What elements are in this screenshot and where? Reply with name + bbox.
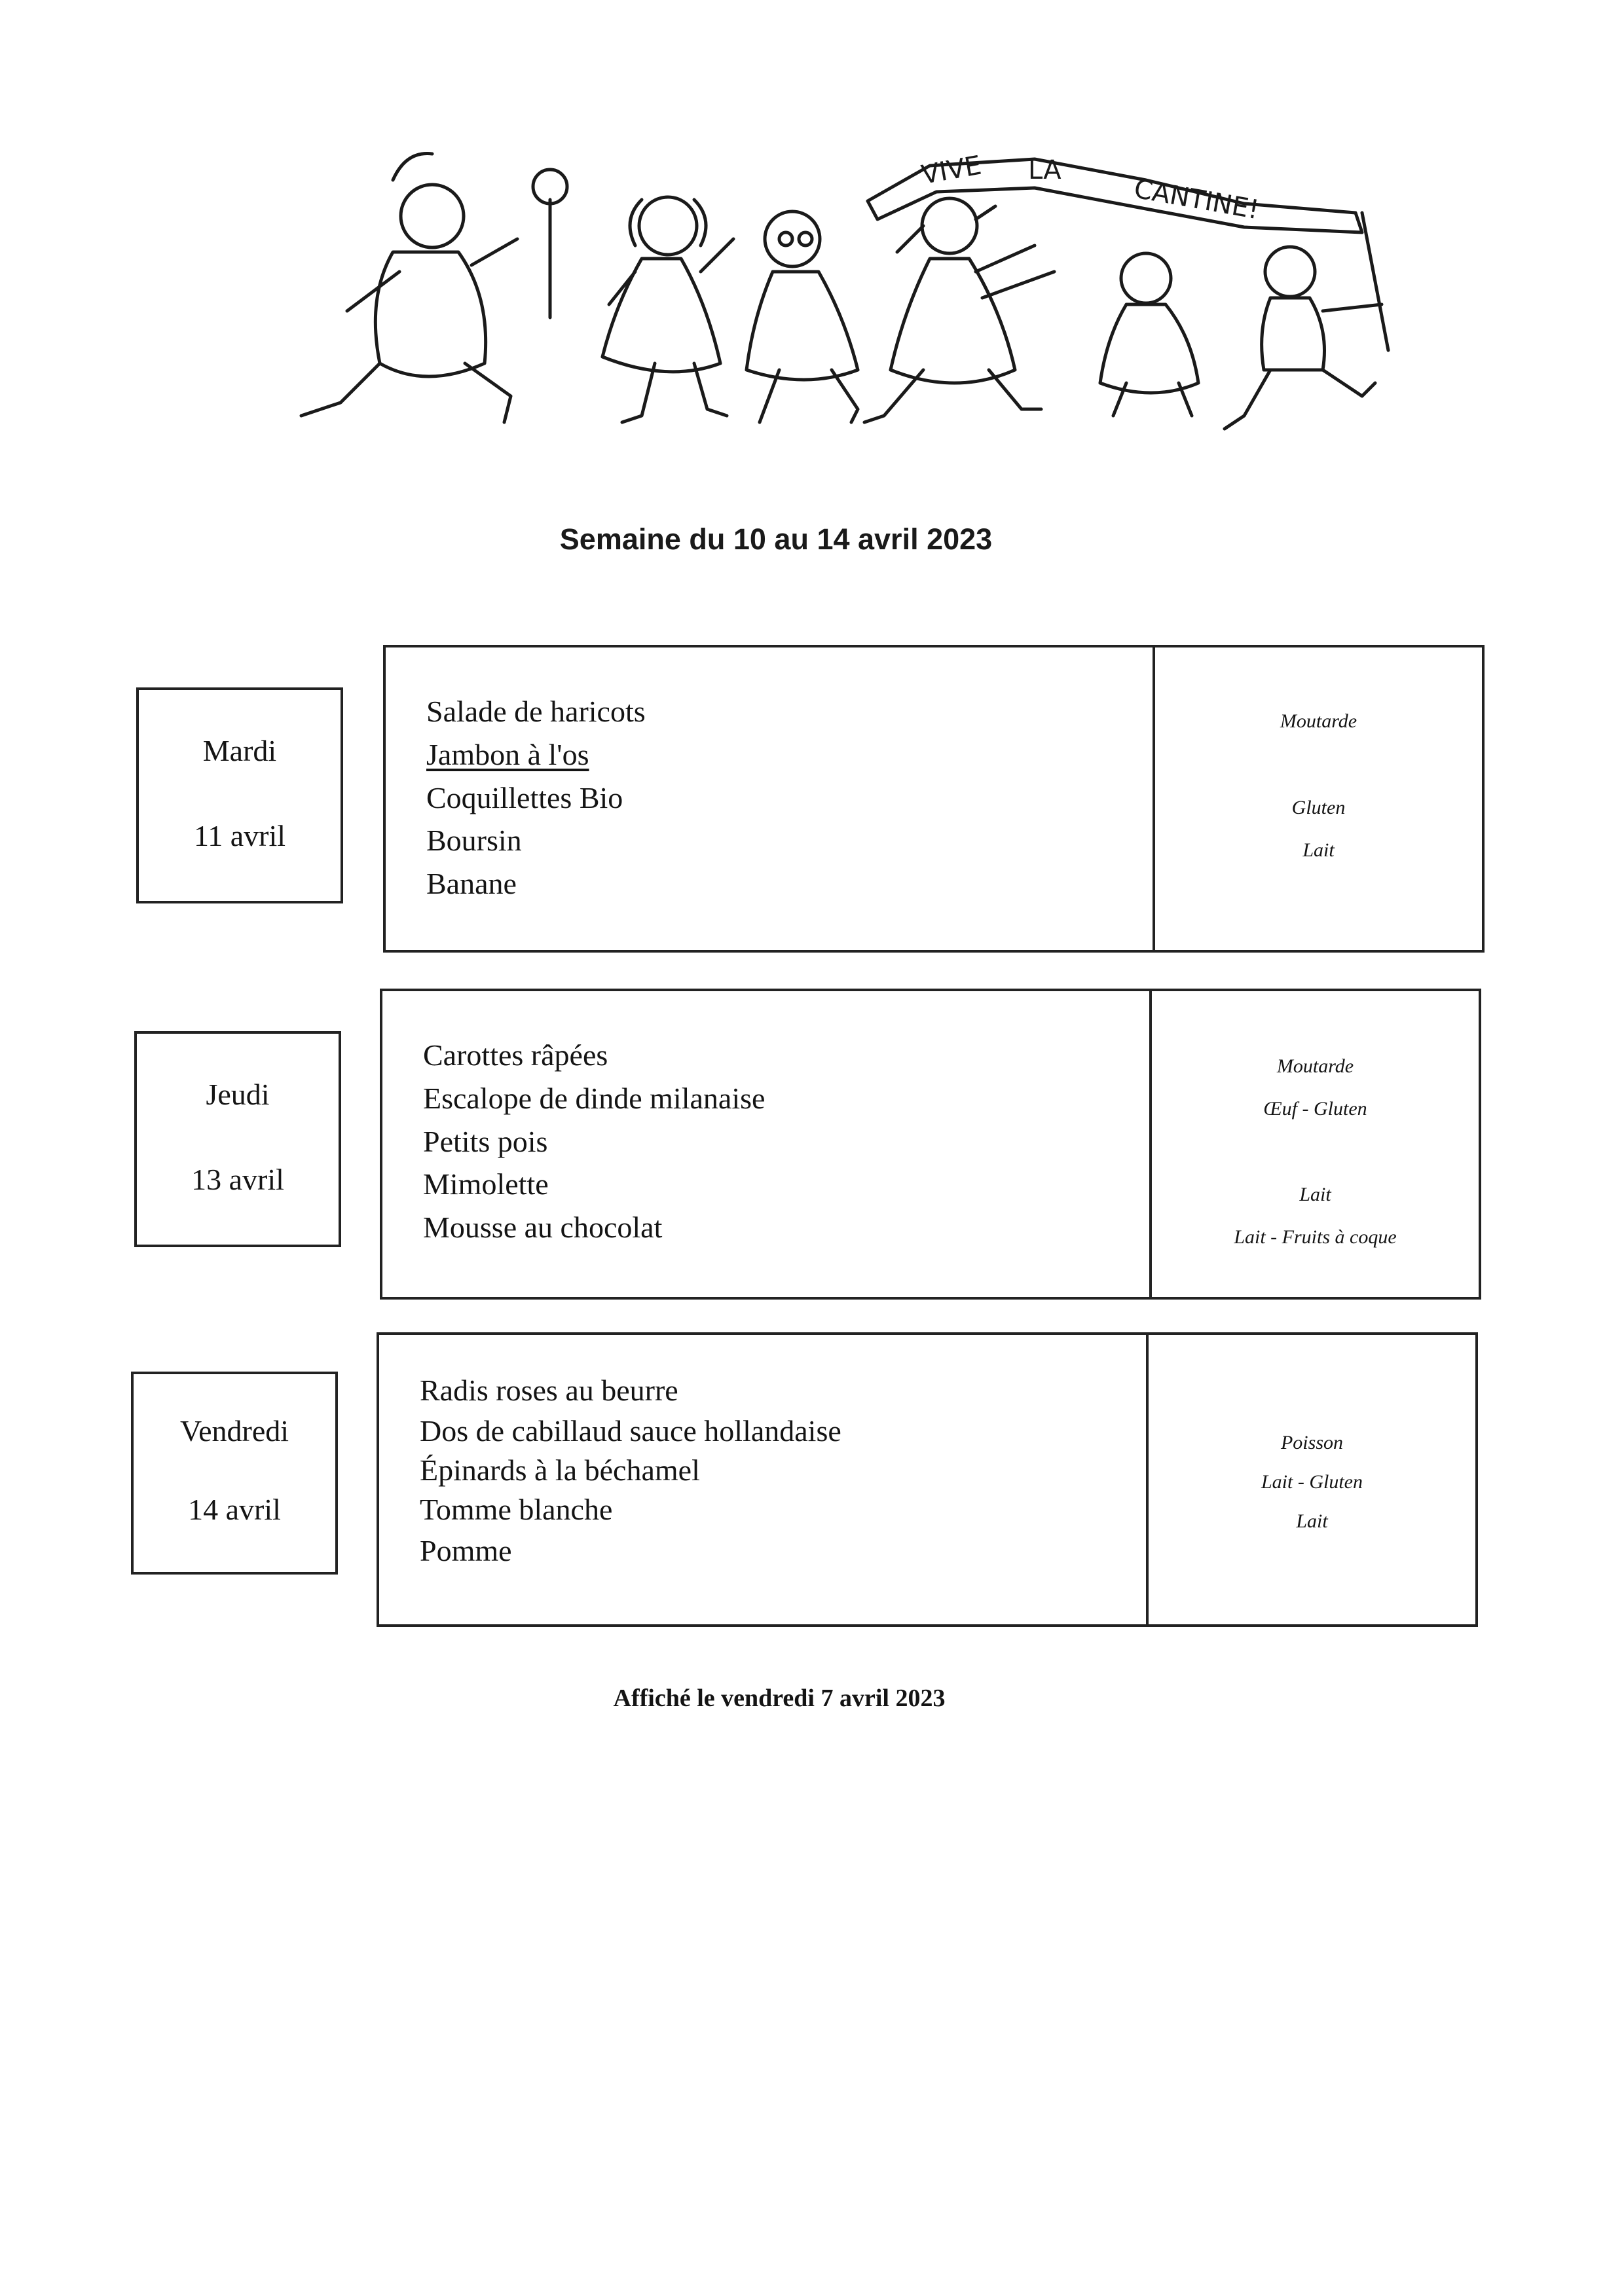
week-title: Semaine du 10 au 14 avril 2023 bbox=[559, 522, 993, 556]
day-date: 13 avril bbox=[191, 1163, 284, 1196]
menu-item: Carottes râpées bbox=[423, 1038, 608, 1072]
posted-date: Affiché le vendredi 7 avril 2023 bbox=[613, 1685, 946, 1712]
menu-item: Banane bbox=[426, 867, 517, 900]
menu-column bbox=[386, 647, 1155, 950]
svg-text:VIVE: VIVE bbox=[919, 150, 984, 191]
allergen-label: Lait bbox=[1296, 1510, 1328, 1532]
day-box-mardi bbox=[136, 687, 343, 903]
allergen-label: Lait bbox=[1299, 1184, 1331, 1205]
menu-item: Épinards à la béchamel bbox=[420, 1453, 700, 1487]
menu-item: Boursin bbox=[426, 824, 522, 857]
allergen-label: Œuf - Gluten bbox=[1263, 1098, 1367, 1120]
svg-text:CANTINE!: CANTINE! bbox=[1132, 173, 1262, 226]
allergen-label: Poisson bbox=[1280, 1432, 1343, 1453]
menu-item: Salade de haricots bbox=[426, 695, 646, 728]
menu-box-jeudi bbox=[380, 989, 1481, 1300]
menu-column bbox=[379, 1335, 1149, 1624]
allergen-column bbox=[1149, 1335, 1475, 1624]
day-name: Vendredi bbox=[179, 1414, 289, 1448]
menu-item: Dos de cabillaud sauce hollandaise bbox=[420, 1414, 841, 1448]
allergen-label: Gluten bbox=[1291, 797, 1346, 818]
allergen-label: Moutarde bbox=[1276, 1055, 1354, 1077]
menu-item: Tomme blanche bbox=[420, 1493, 613, 1526]
menu-item: Radis roses au beurre bbox=[420, 1374, 678, 1407]
menu-item: Coquillettes Bio bbox=[426, 781, 623, 814]
svg-text:LA: LA bbox=[1028, 155, 1061, 185]
menu-item: Escalope de dinde milanaise bbox=[423, 1082, 766, 1115]
allergen-label: Lait - Fruits à coque bbox=[1234, 1226, 1397, 1248]
day-date: 14 avril bbox=[188, 1493, 281, 1526]
allergen-column bbox=[1152, 991, 1479, 1297]
menu-item: Petits pois bbox=[423, 1125, 548, 1158]
day-name: Jeudi bbox=[206, 1078, 270, 1111]
menu-column bbox=[382, 991, 1152, 1297]
allergen-label: Lait bbox=[1302, 839, 1335, 861]
menu-box-vendredi bbox=[377, 1332, 1478, 1627]
menu-box-mardi bbox=[383, 645, 1485, 953]
menu-item: Pomme bbox=[420, 1534, 512, 1567]
day-box-jeudi bbox=[134, 1031, 341, 1247]
day-box-vendredi bbox=[131, 1372, 338, 1575]
menu-item: Mimolette bbox=[423, 1167, 549, 1201]
day-name: Mardi bbox=[202, 734, 277, 767]
allergen-label: Moutarde bbox=[1280, 710, 1357, 732]
allergen-label: Lait - Gluten bbox=[1261, 1471, 1363, 1493]
cantine-banner-illustration bbox=[183, 141, 1414, 481]
menu-item: Jambon à l'os bbox=[426, 738, 589, 771]
menu-item: Mousse au chocolat bbox=[423, 1211, 663, 1244]
allergen-column bbox=[1155, 647, 1482, 950]
day-date: 11 avril bbox=[193, 819, 286, 852]
